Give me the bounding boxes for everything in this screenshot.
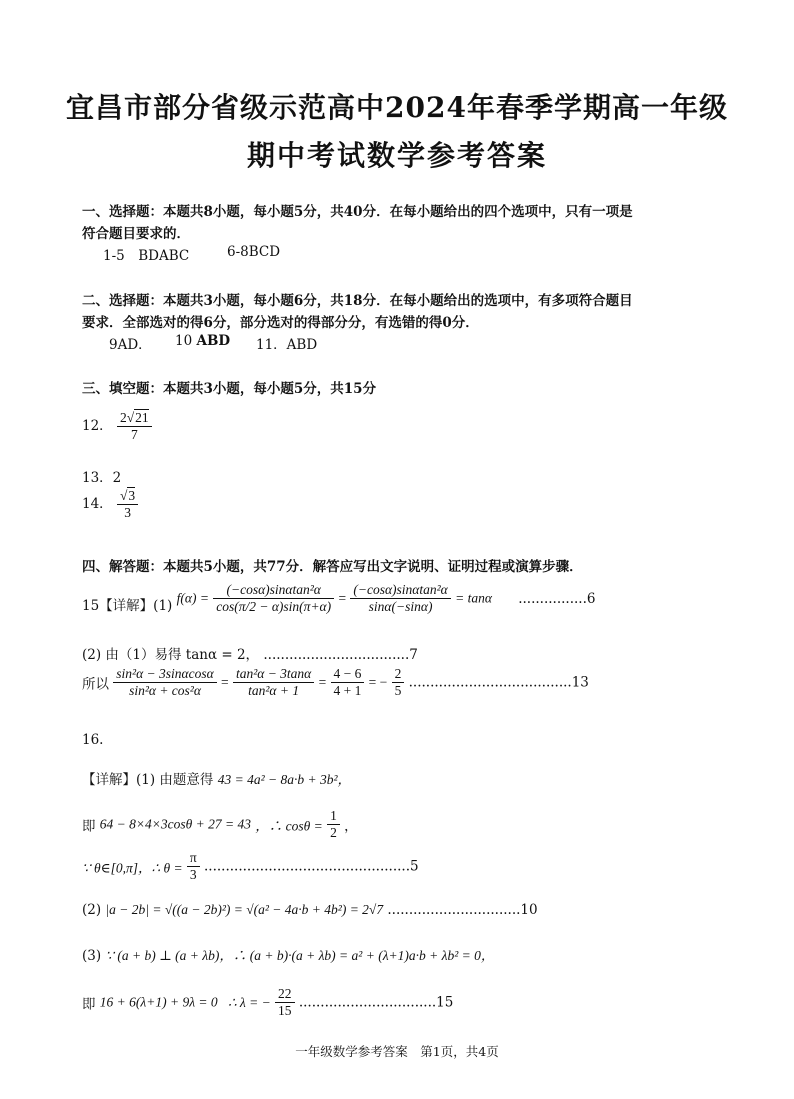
q14-radicand: 3	[128, 488, 136, 503]
q15-points-1: ................6	[518, 590, 596, 607]
answer-9: 9AD．	[109, 337, 152, 353]
q16-lambda-den: 15	[278, 1003, 292, 1019]
q16-cos-frac	[327, 808, 340, 841]
q14-fraction: $\frac{√3}{3}$	[117, 488, 138, 521]
section4-heading: 四、解答题：本题共5小题，共77分．解答应写出文字说明、证明过程或演算步骤．	[82, 559, 583, 575]
q16-cos-num: 1	[327, 808, 340, 825]
q15-frac5	[331, 666, 365, 699]
q16-theta-den: 3	[189, 867, 197, 883]
q12-answer	[82, 410, 152, 443]
q16-line6	[82, 986, 453, 1019]
q15-frac2-num: (−cosα)sinαtan²α	[350, 582, 450, 599]
q14-answer	[82, 488, 138, 521]
q15-points-3: ......................................13	[408, 674, 589, 691]
q16-points-3: ................................15	[298, 994, 454, 1011]
title-line-1: 宜昌市部分省级示范高中2024年春季学期高一年级	[66, 91, 728, 124]
q14-denominator: 3	[124, 505, 131, 521]
title-line-2: 期中考试数学参考答案	[246, 139, 547, 172]
q15-frac5-num: 4 − 6	[331, 666, 365, 683]
q15-frac4	[233, 666, 314, 699]
q15-frac1	[213, 582, 334, 615]
q15-frac1-den: cos(π/2 − α)sin(π+α)	[216, 599, 332, 615]
q16-eq1: 43 = 4a² − 8a·b + 3b²，	[217, 772, 352, 787]
q16-line5	[82, 944, 494, 964]
q16-lambda-num: 22	[275, 986, 295, 1003]
q15-result: = tanα	[455, 590, 492, 606]
q15-frac2-den: sinα(−sinα)	[368, 599, 433, 615]
section3-heading: 三、填空题：本题共3小题，每小题5分，共15分	[82, 381, 377, 397]
q16-final-eq: 16 + 6(λ+1) + 9λ = 0	[99, 994, 218, 1010]
section1-heading-1: 一、选择题：本题共8小题，每小题5分，共40分．在每小题给出的四个选项中，只有一项是	[82, 204, 633, 220]
q16-cos-den: 2	[330, 825, 337, 841]
q16-line2: 即 64 − 8×4×3cosθ + 27 = 43 ，∴ cosθ = $\frac{1}{2}$ ，	[82, 808, 358, 841]
q15-points-2: ..................................7	[263, 647, 418, 663]
q14-label: 14．	[82, 496, 113, 513]
section2-heading-2: 要求．全部选对的得6分，部分选对的得部分分，有选错的得0分．	[82, 315, 479, 331]
q16-theta-frac	[187, 850, 200, 883]
q15-line1: 15【详解】(1) f(α) = $\frac{\text{(−cosα)sinαtan²α}}{\cos(\pi/2 - \alpha)\sin(\pi+\alpha)}$ = $\frac{\text{(−cosα)sinαtan²α}}{\sin\alpha(-\sin\alpha)}$ = tanα ................6	[82, 582, 596, 615]
q16-line2-prefix: 即	[82, 818, 96, 835]
q16-part2-label: (2)	[82, 902, 102, 918]
q12-denominator: 7	[130, 427, 138, 443]
q16-points-1: ................................................5	[204, 858, 419, 875]
q15-frac3	[113, 666, 216, 699]
q15-frac1-num: (−cosα)sinαtan²α	[213, 582, 334, 599]
q15-frac3-num: sin²α − 3sinαcosα	[113, 666, 216, 683]
q15-frac6-den: 5	[394, 683, 402, 699]
q16-detail: 【详解】(1) 由题意得	[82, 772, 214, 788]
q15-line2	[82, 643, 418, 663]
q15-line3: 所以 $\frac{\text{sin²α − 3sinαcosα}}{\text{sin²α + cos²α}}$ = $\frac{\text{tan²α − 3tanα}}{\text{tan²α + 1}}$ = $\frac{4 - 6}{4 + 1}$ = − $\frac{2}{5}$ ......................................13	[82, 666, 589, 699]
q16-line2-therefore: ，∴ cosθ =	[255, 818, 323, 834]
answer-10	[175, 333, 230, 349]
section1-heading-2: 符合题目要求的．	[82, 226, 190, 242]
q16-part3-label: (3)	[82, 948, 102, 964]
q16-final-prefix: 即	[82, 996, 96, 1013]
q16-line4	[82, 902, 538, 918]
q12-coef: 2	[119, 410, 127, 425]
q12-fraction: $\frac{2√21}{7}$	[117, 410, 152, 443]
q15-frac4-num: tan²α − 3tanα	[233, 666, 314, 683]
q16-final-therefore: ∴ λ = −	[227, 994, 271, 1010]
q15-frac4-den: tan²α + 1	[248, 683, 300, 699]
q15-frac3-den: sin²α + cos²α	[129, 683, 201, 699]
q16-label: 16.	[82, 732, 104, 748]
q12-label: 12．	[82, 418, 113, 435]
answers-6-8: 6-8BCD	[227, 244, 281, 260]
section2-heading-1: 二、选择题：本题共3小题，每小题6分，共18分．在每小题给出的选项中，有多项符合题目	[82, 293, 633, 309]
q16-part3-expr: ∵ (a + b) ⊥ (a + λb)，∴ (a + b)·(a + λb) = a² + (λ+1)a·b + λb² = 0，	[105, 948, 495, 963]
page-footer: 一年级数学参考答案 第1页，共4页	[295, 1044, 499, 1059]
q16-part2-expr: |a − 2b| = √((a − 2b)²) = √(a² − 4a·b + 4b²) = 2√7	[105, 902, 384, 917]
q16-line1	[82, 768, 351, 788]
answers-1-5: 1-5 BDABC	[103, 248, 190, 264]
q15-lhs: f(α) =	[176, 590, 209, 606]
q15-part2: (2) 由（1）易得 tanα = 2，	[82, 647, 260, 663]
q16-line3	[82, 850, 419, 883]
q16-points-2: ...............................10	[387, 902, 538, 918]
q16-line2-eq: 64 − 8×4×3cosθ + 27 = 43	[99, 816, 251, 832]
q15-frac6-num: 2	[392, 666, 405, 683]
q16-because: ∵ θ∈[0,π]，∴ θ =	[82, 860, 183, 876]
answer-10-value: ABD	[196, 333, 231, 349]
q15-frac2	[350, 582, 450, 615]
q13-answer: 13．2	[82, 470, 122, 486]
q16-theta-num: π	[187, 850, 200, 867]
q12-radicand: 21	[135, 410, 149, 425]
q15-frac6	[392, 666, 405, 699]
q16-lambda-frac	[275, 986, 295, 1019]
answer-11: 11．ABD	[256, 337, 318, 353]
q15-frac5-den: 4 + 1	[333, 683, 362, 699]
q15-so: 所以	[82, 676, 109, 693]
answer-10-label: 10	[175, 333, 193, 349]
q15-label: 15【详解】(1)	[82, 597, 173, 614]
